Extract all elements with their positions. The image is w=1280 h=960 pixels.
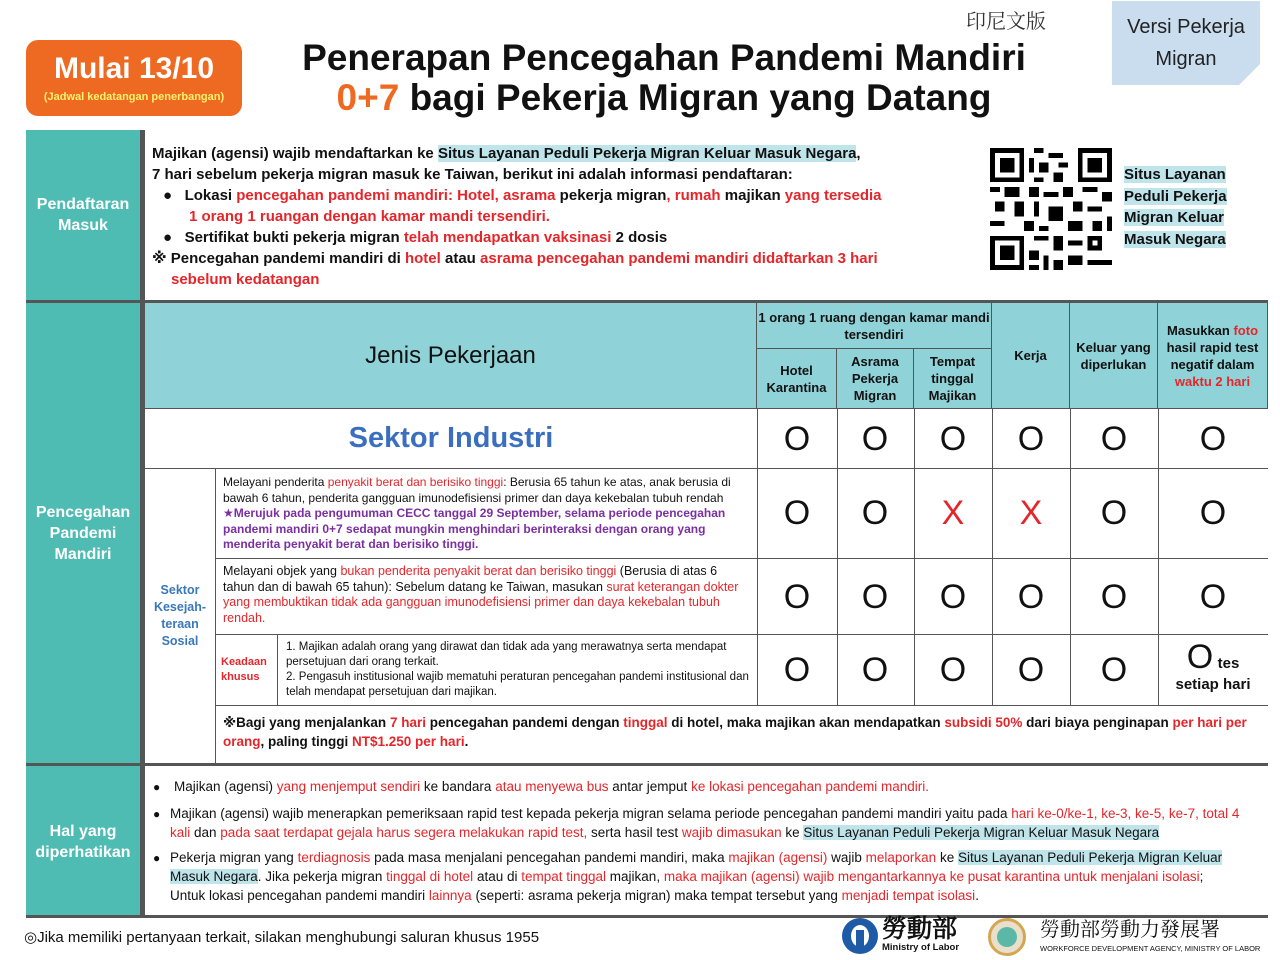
- qr-label-line: Situs Layanan: [1124, 166, 1226, 183]
- notes-section: [145, 766, 1268, 918]
- qr-label-line: Migran Keluar: [1124, 209, 1225, 226]
- section-label-notes: Hal yang diperhatikan: [26, 766, 140, 918]
- row-special-text: 1. Majikan adalah orang yang dirawat dan tidak ada yang merawatnya serta mendapat persetujuan dari orang terkait. 2. Pengasuh institusional wajib mematuhi peraturan pencegahan pandemi institusional dan telah mendapat persetujuan dari majikan.: [286, 641, 749, 698]
- mark-r2-hotel: O: [783, 578, 811, 616]
- mark-r3-hotel: O: [783, 651, 811, 689]
- qr-code-icon[interactable]: [990, 148, 1112, 270]
- col-header-home: Tempat tinggal Majikan: [914, 349, 992, 409]
- title-line-2-text: bagi Pekerja Migran yang Datang: [399, 77, 992, 118]
- mark-r3-home: O: [939, 651, 967, 689]
- col-header-work: Kerja: [992, 303, 1070, 409]
- note-3: Pekerja migran yang terdiagnosis pada masa menjalani pencegahan pandemi mandiri, maka majikan (agensi) wajib melaporkan ke Situs Layanan Peduli Pekerja Migran Keluar Masuk Negara. Jika pekerja migran tinggal di hotel atau di tempat tinggal majikan, maka majikan (agensi) wajib mengantarkannya ke pusat karantina untuk menjalani isolasi; Untuk lokasi pencegahan pandemi mandiri lainnya (seperti: asrama pekerja migran) maka tempat tersebut yang menjadi tempat isolasi.: [170, 850, 1223, 903]
- row-line: [215, 634, 1268, 635]
- row-line: [215, 558, 1268, 559]
- start-date: Mulai 13/10: [53, 52, 215, 85]
- qr-label-line: Masuk Negara: [1124, 230, 1226, 248]
- col-header-hotel: Hotel Karantina: [757, 349, 837, 409]
- col-line: [215, 468, 216, 763]
- title-highlight: 0+7: [336, 77, 400, 118]
- mark-industry-home: O: [939, 420, 967, 458]
- reg-note-cont: sebelum kedatangan: [171, 271, 320, 288]
- version-line-1: Versi Pekerja: [1127, 16, 1245, 38]
- quarantine-table: [145, 303, 1268, 763]
- reg-bullet-1-cont: 1 orang 1 ruangan dengan kamar mandi tersendiri.: [189, 208, 550, 225]
- row-line: [145, 468, 1268, 469]
- col-line: [837, 409, 838, 705]
- ministry-logo-icon: [842, 918, 878, 954]
- ministry-name-en: Ministry of Labor: [882, 942, 960, 953]
- col-header-job: Jenis Pekerjaan: [145, 303, 757, 409]
- mark-r2-dorm: O: [861, 578, 889, 616]
- mark-industry-dorm: O: [861, 420, 889, 458]
- section-label-registration: Pendaftaran Masuk: [26, 130, 140, 300]
- reg-note: ※ Pencegahan pandemi mandiri di hotel atau asrama pencegahan pandemi mandiri didaftarkan 3 hari: [152, 250, 878, 267]
- mark-r2-go-out: O: [1100, 578, 1128, 616]
- section-label-quarantine: Pencegahan Pandemi Mandiri: [26, 303, 140, 763]
- service-site-link[interactable]: Masuk Negara: [170, 869, 258, 884]
- mark-industry-hotel: O: [783, 420, 811, 458]
- version-line-2: Migran: [1155, 48, 1217, 70]
- subsidy-note: ※Bagi yang menjalankan 7 hari pencegahan pandemi dengan tinggal di hotel, maka majikan akan mendapatkan subsidi 50% dari biaya penginapan per hari per orang, paling tinggi NT$1.250 per hari.: [223, 715, 1247, 749]
- qr-label: [1124, 164, 1242, 250]
- bullet: ●: [153, 780, 161, 794]
- reg-line-2: 7 hari sebelum pekerja migran masuk ke Taiwan, berikut ini adalah informasi pendaftaran:: [152, 166, 793, 183]
- mark-r1-home: X: [941, 494, 965, 532]
- col-header-rapid-test: Masukkan foto hasil rapid test negatif dalam waktu 2 hari: [1158, 303, 1268, 409]
- row-industry-label: Sektor Industri: [348, 422, 554, 454]
- mark-r1-test: O: [1199, 494, 1227, 532]
- ministry-name-zh: 勞動部: [882, 915, 958, 943]
- row-line: [215, 705, 1268, 706]
- col-line: [1070, 409, 1071, 705]
- col-line: [277, 634, 278, 705]
- mark-r1-hotel: O: [783, 494, 811, 532]
- page-title: [256, 38, 1072, 118]
- service-site-link[interactable]: Situs Layanan Peduli Pekerja Migran Keluar Masuk Negara: [803, 825, 1160, 840]
- service-site-link[interactable]: Situs Layanan Peduli Pekerja Migran Keluar: [957, 850, 1223, 865]
- reg-bullet-2: ● Sertifikat bukti pekerja migran telah mendapatkan vaksinasi 2 dosis: [163, 229, 668, 246]
- mark-r2-home: O: [939, 578, 967, 616]
- col-line: [992, 409, 993, 705]
- col-header-dorm: Asrama Pekerja Migran: [837, 349, 914, 409]
- col-line: [757, 409, 758, 705]
- col-header-room-group: 1 orang 1 ruang dengan kamar mandi tersendiri: [757, 303, 992, 349]
- bullet: ●: [153, 851, 161, 865]
- mark-r2-work: O: [1017, 578, 1045, 616]
- col-line: [914, 409, 915, 705]
- note-fold-corner: [1238, 64, 1260, 86]
- mark-r1-dorm: O: [861, 494, 889, 532]
- title-line-1: Penerapan Pencegahan Pandemi Mandiri: [302, 37, 1026, 78]
- agency-name-zh: 勞動部勞動力發展署: [1040, 919, 1220, 941]
- note-2: Majikan (agensi) wajib menerapkan pemeriksaan rapid test kepada pekerja migran selama periode pencegahan pandemi mandiri yaitu pada hari ke-0/ke-1, ke-3, ke-5, ke-7, total 4 kali dan pada saat terdapat gejala harus segera melakukan rapid test, serta hasil test wajib dimasukan ke Situs Layanan Peduli Pekerja Migran Keluar Masuk Negara: [170, 806, 1240, 840]
- special-case-label: Keadaan khusus: [221, 656, 267, 683]
- note-1: Majikan (agensi) yang menjemput sendiri ke bandara atau menyewa bus antar jemput ke lokasi pencegahan pandemi mandiri.: [174, 779, 929, 794]
- mark-industry-test: O: [1199, 420, 1227, 458]
- row-low-risk-text: Melayani objek yang bukan penderita penyakit berat dan berisiko tinggi (Berusia di atas 6 tahun dan di bawah 65 tahun): Sebelum datang ke Taiwan, masukan surat keterangan dokter yang membuktikan tidak ada gangguan imunodefisiensi primer dan daya kekebalan tubuh rendah.: [223, 564, 739, 625]
- hotline-note: ◎Jika memiliki pertanyaan terkait, silakan menghubungi saluran khusus 1955: [24, 929, 540, 946]
- reg-line-1: Majikan (agensi) wajib mendaftarkan ke Situs Layanan Peduli Pekerja Migran Keluar Masuk Negara,: [152, 145, 861, 162]
- mark-r3-go-out: O: [1100, 651, 1128, 689]
- start-date-note: (Jadwal kedatangan penerbangan): [43, 91, 225, 103]
- service-site-link[interactable]: Situs Layanan Peduli Pekerja Migran Keluar Masuk Negara: [437, 145, 857, 162]
- mark-r3-test: O tes setiap hari: [1175, 638, 1251, 693]
- social-sector-label: Sektor Kesejah-teraan Sosial: [153, 583, 207, 648]
- mark-industry-work: O: [1017, 420, 1045, 458]
- col-header-go-out: Keluar yang diperlukan: [1070, 303, 1158, 409]
- bullet: ●: [153, 807, 161, 821]
- mark-r3-work: O: [1017, 651, 1045, 689]
- language-tag: 印尼文版: [966, 11, 1046, 33]
- title-line-2: [256, 78, 1072, 118]
- reg-bullet-1: ● Lokasi pencegahan pandemi mandiri: Hotel, asrama pekerja migran, rumah majikan yang tersedia: [163, 187, 882, 204]
- wda-logo-icon: [988, 918, 1026, 956]
- start-date-badge: [26, 40, 242, 116]
- mark-industry-go-out: O: [1100, 420, 1128, 458]
- mark-r1-go-out: O: [1100, 494, 1128, 532]
- mark-r2-test: O: [1199, 578, 1227, 616]
- row-high-risk-text: Melayani penderita penyakit berat dan berisiko tinggi: Berusia 65 tahun ke atas, anak berusia di bawah 6 tahun, penderita gangguan imunodefisiensi primer dan daya kekebalan tubuh rendah ★Merujuk pada pengumuman CECC tanggal 29 September, selama periode pencegahan pandemi mandiri 0+7 sedapat mungkin menghindari berinteraksi dengan orang yang menderita penyakit berat dan berisiko tinggi.: [223, 475, 731, 551]
- agency-name-en: WORKFORCE DEVELOPMENT AGENCY, MINISTRY OF LABOR: [1040, 944, 1261, 953]
- qr-label-line: Peduli Pekerja: [1124, 187, 1227, 205]
- mark-r3-dorm: O: [861, 651, 889, 689]
- mark-r1-work: X: [1019, 494, 1043, 532]
